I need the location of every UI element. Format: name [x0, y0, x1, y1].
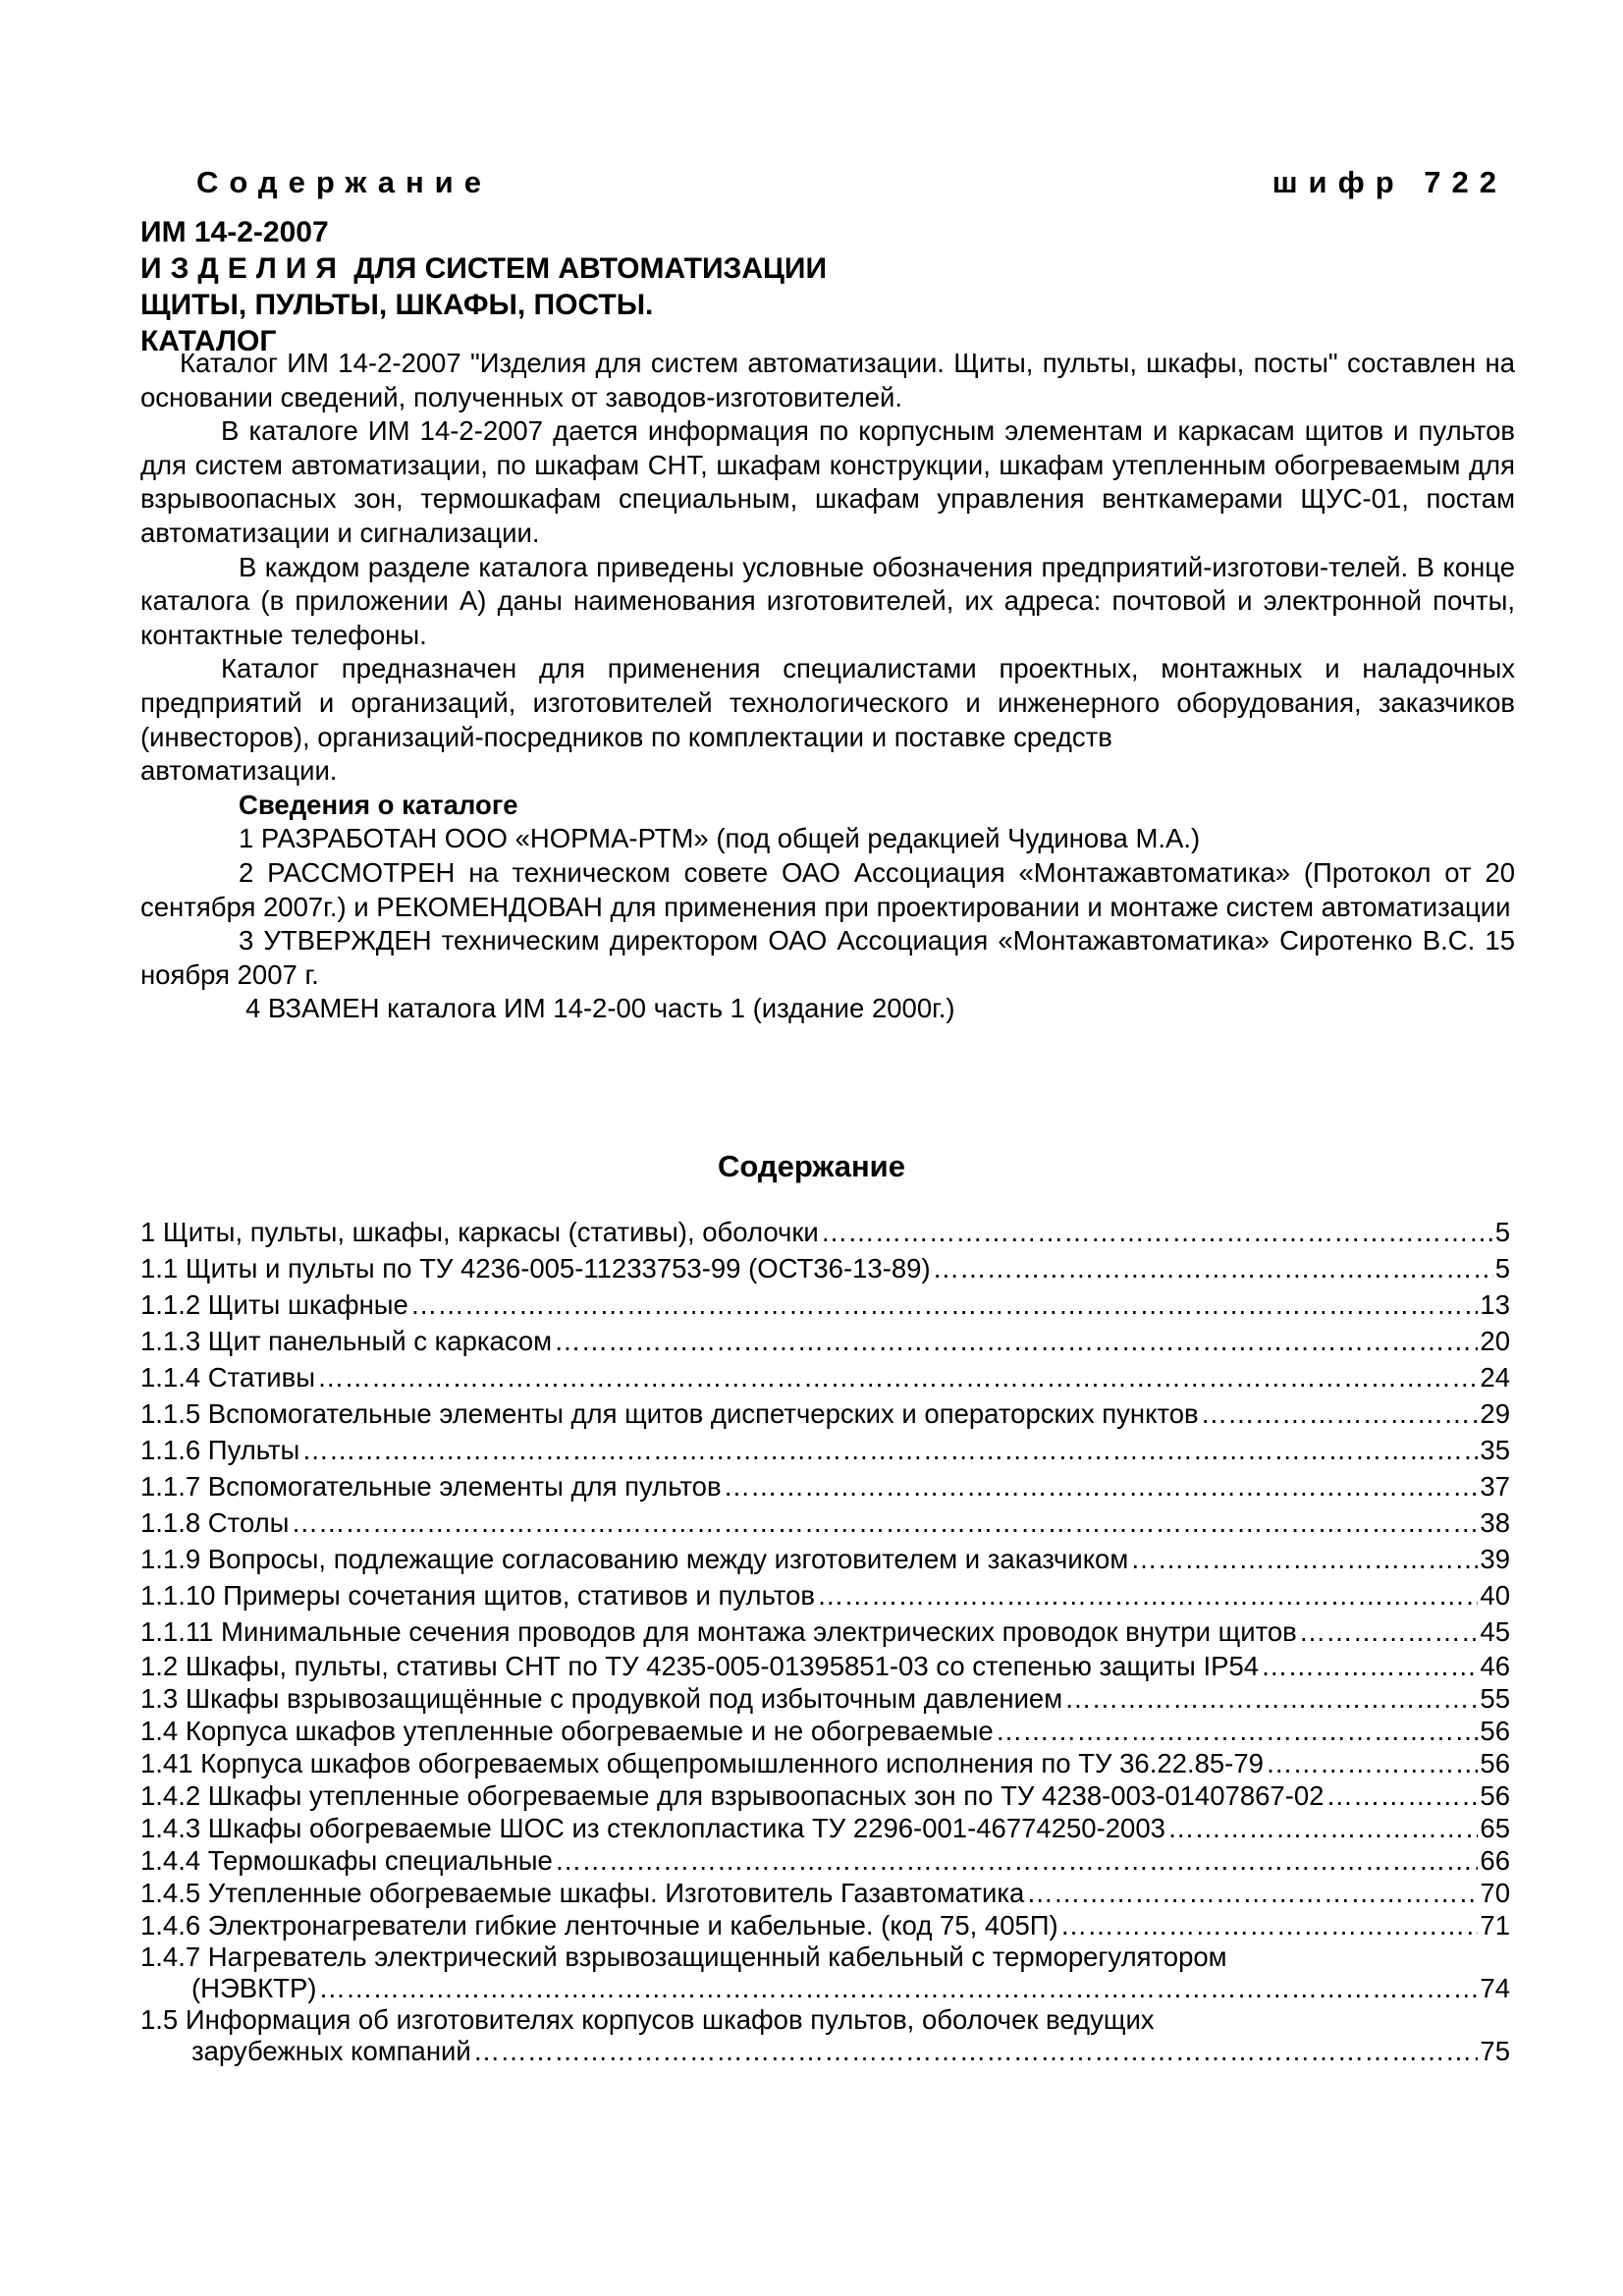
toc-entry-text: 1.1 Щиты и пульты по ТУ 4236-005-11233753-99 (ОСТ36-13-89) — [140, 1253, 931, 1284]
toc-entry-text: 1.4.2 Шкафы утепленные обогреваемые для взрывоопасных зон по ТУ 4238-003-01407867-02 — [140, 1780, 1325, 1811]
toc-page-number: 45 — [1480, 1616, 1510, 1647]
intro-paragraph-2: В каталоге ИМ 14-2-2007 дается информация по корпусным элементам и каркасам щитов и пультов для систем автоматизации, по шкафам СНТ, шкафам конструкции, шкафам утепленным обогреваемым для взрывоопасных зон, термошкафам специальным, шкафам управления венткамерами ЩУС-01, постам автоматизации и сигнализации. — [140, 415, 1515, 548]
toc-entry-text: 1.1.3 Щит панельный с каркасом — [140, 1326, 553, 1356]
toc-page-number: 5 — [1494, 1253, 1510, 1284]
toc-entries — [140, 1214, 1510, 1941]
toc-page-number: 37 — [1480, 1471, 1510, 1502]
toc-leader-dots — [1167, 1812, 1478, 1844]
header-right: шифр 722 — [1271, 165, 1507, 199]
page-header — [196, 165, 1507, 200]
toc-entry — [140, 1650, 1510, 1682]
toc-leader-dots — [291, 1504, 1478, 1541]
toc-leader-dots — [817, 1577, 1478, 1613]
toc-entry — [140, 1214, 1510, 1250]
toc-entry-continuation — [140, 2036, 1510, 2067]
toc-leader-dots — [301, 1432, 1478, 1468]
toc-entry — [140, 1877, 1510, 1909]
toc-page-number: 75 — [1480, 2036, 1510, 2066]
toc-page-number: 55 — [1480, 1683, 1510, 1714]
toc-page-number: 40 — [1480, 1580, 1510, 1611]
toc-page-number: 39 — [1480, 1544, 1510, 1574]
toc-entry-text: 1.1.4 Стативы — [140, 1362, 315, 1393]
toc-page-number: 46 — [1480, 1651, 1510, 1681]
catalog-title-line-2-rest: ДЛЯ СИСТЕМ АВТОМАТИЗАЦИИ — [353, 252, 828, 285]
toc-page-number: 56 — [1480, 1780, 1510, 1811]
toc-entry — [140, 1359, 1510, 1395]
catalog-code: ИМ 14-2-2007 — [140, 216, 329, 248]
toc-entry — [140, 1432, 1510, 1468]
toc-leader-dots — [554, 1323, 1478, 1359]
about-heading: Сведения о каталоге — [239, 789, 518, 820]
toc-entry-continuation — [140, 1973, 1510, 2004]
toc-entry — [140, 1577, 1510, 1613]
toc-entry-text: 1.1.10 Примеры сочетания щитов, стативов и пультов — [140, 1580, 815, 1611]
toc-entry-text: 1.1.2 Щиты шкафные — [140, 1289, 408, 1320]
toc-entry-text: 1.4.4 Термошкафы специальные — [140, 1845, 553, 1876]
toc-leader-dots — [1266, 1747, 1478, 1779]
catalog-title-line-4: КАТАЛОГ — [140, 325, 277, 357]
toc-entry-text: 1.2 Шкафы, пульты, стативы СНТ по ТУ 4235-005-01395851-03 со степенью защиты IP54 — [140, 1651, 1260, 1681]
toc-entry — [140, 1468, 1510, 1504]
toc-entry-text: 1 Щиты, пульты, шкафы, каркасы (стативы), оболочки — [140, 1217, 819, 1247]
toc-heading: Содержание — [718, 1149, 905, 1183]
toc-entry — [140, 1504, 1510, 1541]
header-left: Содержание — [196, 165, 492, 199]
about-item-3: 3 УТВЕРЖДЕН техническим директором ОАО Ассоциация «Монтажавтоматика» Сиротенко В.С. 15 ноября 2007 г. — [140, 925, 1515, 990]
toc-leader-dots — [473, 2036, 1479, 2067]
toc-leader-dots — [318, 1973, 1478, 2004]
toc-page-number: 65 — [1480, 1813, 1510, 1843]
toc-entry — [140, 1779, 1510, 1812]
catalog-title-spaced-word: ИЗДЕЛИЯ — [140, 252, 346, 285]
toc-leader-dots — [555, 1844, 1479, 1877]
toc-entry — [140, 1747, 1510, 1779]
toc-leader-dots — [317, 1359, 1478, 1395]
toc-leader-dots — [1026, 1877, 1478, 1909]
toc-page-number: 74 — [1480, 1973, 1510, 2003]
toc-entry-text: 1.4 Корпуса шкафов утепленные обогреваемые и не обогреваемые — [140, 1716, 994, 1746]
toc-entry-1-4-7 — [140, 1941, 1510, 2004]
intro-paragraph-3: В каждом разделе каталога приведены условные обозначения предприятий-изготови-телей. В конце каталога (в приложении А) даны наименования изготовителей, их адреса: почтовой и электронной почты, контактные телефоны. — [140, 551, 1515, 650]
toc-leader-dots — [933, 1250, 1493, 1286]
toc-entry — [140, 1715, 1510, 1747]
toc-page-number: 38 — [1480, 1507, 1510, 1538]
toc-page-number: 5 — [1494, 1217, 1510, 1247]
catalog-title-line-3: ЩИТЫ, ПУЛЬТЫ, ШКАФЫ, ПОСТЫ. — [140, 289, 654, 321]
toc-entry-1-5 — [140, 2004, 1510, 2067]
toc-entry — [140, 1844, 1510, 1877]
toc-leader-dots — [996, 1715, 1479, 1747]
toc-entry-text: 1.4.6 Электронагреватели гибкие ленточные и кабельные. (код 75, 405П) — [140, 1910, 1058, 1941]
toc-entry — [140, 1286, 1510, 1323]
toc-page-number: 56 — [1480, 1748, 1510, 1778]
intro-paragraph-4-tail: автоматизации. — [140, 755, 338, 787]
toc-leader-dots — [1325, 1779, 1478, 1812]
toc-page-number: 70 — [1480, 1878, 1510, 1908]
toc-page-number: 56 — [1480, 1716, 1510, 1746]
toc-entry-text: 1.1.5 Вспомогательные элементы для щитов диспетчерских и операторских пунктов — [140, 1398, 1199, 1429]
toc-entry-text: 1.3 Шкафы взрывозащищённые с продувкой под избыточным давлением — [140, 1683, 1063, 1714]
toc-entry-text: 1.4.3 Шкафы обогреваемые ШОС из стеклопластика ТУ 2296-001-46774250-2003 — [140, 1813, 1165, 1843]
toc-page-number: 66 — [1480, 1845, 1510, 1876]
toc-leader-dots — [724, 1468, 1479, 1504]
toc-entry-text: 1.1.9 Вопросы, подлежащие согласованию между изготовителем и заказчиком — [140, 1544, 1129, 1574]
about-item-2: 2 РАССМОТРЕН на техническом совете ОАО Ассоциация «Монтажавтоматика» (Протокол от 20 сентября 2007г.) и РЕКОМЕНДОВАН для применения при проектировании и монтаже систем автоматизации — [140, 856, 1515, 922]
catalog-title-line-2 — [140, 250, 1515, 287]
toc-entry-text: 1.1.8 Столы — [140, 1507, 290, 1538]
toc-entry — [140, 1323, 1510, 1359]
toc-entry — [140, 1541, 1510, 1577]
toc-leader-dots — [1261, 1650, 1478, 1682]
toc-page-number: 24 — [1480, 1362, 1510, 1393]
toc-entry — [140, 1909, 1510, 1941]
toc-entry — [140, 1395, 1510, 1432]
toc-page-number: 71 — [1480, 1910, 1510, 1941]
toc-entry-text: 1.5 Информация об изготовителях корпусов шкафов пультов, оболочек ведущих — [140, 2004, 1155, 2035]
toc-page-number: 13 — [1480, 1289, 1510, 1320]
toc-entry-text: 1.41 Корпуса шкафов обогреваемых общепромышленного исполнения по ТУ 36.22.85-79 — [140, 1748, 1264, 1778]
intro-paragraph-1: Каталог ИМ 14-2-2007 "Изделия для систем автоматизации. Щиты, пульты, шкафы, посты" составлен на основании сведений, полученных от заводов-изготовителей. — [140, 348, 1515, 412]
intro-text — [140, 347, 1515, 1026]
toc-entry-text: 1.1.6 Пульты — [140, 1435, 300, 1465]
toc-leader-dots — [1201, 1395, 1479, 1432]
toc-entry-text: 1.1.7 Вспомогательные элементы для пультов — [140, 1471, 722, 1502]
toc-page-number: 35 — [1480, 1435, 1510, 1465]
toc-entry-text: 1.4.5 Утепленные обогреваемые шкафы. Изготовитель Газавтоматика — [140, 1878, 1025, 1908]
toc-leader-dots — [1064, 1682, 1478, 1715]
toc-entry-text: 1.1.11 Минимальные сечения проводов для монтажа электрических проводок внутри щитов — [140, 1616, 1297, 1647]
toc-entry — [140, 1812, 1510, 1844]
table-of-contents — [140, 1214, 1510, 2067]
catalog-title-block — [140, 214, 1515, 359]
toc-page-number: 29 — [1480, 1398, 1510, 1429]
intro-paragraph-4: Каталог предназначен для применения специалистами проектных, монтажных и наладочных предприятий и организаций, изготовителей технологического и инженерного оборудования, заказчиков (инвесторов), организаций-посредников по комплектации и поставке средств — [140, 653, 1515, 752]
about-item-1: 1 РАЗРАБОТАН ООО «НОРМА-РТМ» (под общей редакцией Чудинова М.А.) — [239, 823, 1201, 854]
about-item-4: 4 ВЗАМЕН каталога ИМ 14-2-00 часть 1 (издание 2000г.) — [245, 993, 955, 1024]
toc-leader-dots — [1299, 1613, 1479, 1650]
toc-page-number: 20 — [1480, 1326, 1510, 1356]
toc-entry — [140, 1682, 1510, 1715]
toc-leader-dots — [1060, 1909, 1479, 1941]
toc-entry — [140, 1250, 1510, 1286]
toc-leader-dots — [1130, 1541, 1478, 1577]
toc-entry — [140, 1613, 1510, 1650]
toc-entry-text: (НЭВКТР) — [191, 1973, 317, 2003]
toc-leader-dots — [821, 1214, 1493, 1250]
toc-entry-text: 1.4.7 Нагреватель электрический взрывозащищенный кабельный с терморегулятором — [140, 1941, 1227, 1972]
toc-leader-dots — [410, 1286, 1479, 1323]
toc-entry-text: зарубежных компаний — [191, 2036, 471, 2066]
